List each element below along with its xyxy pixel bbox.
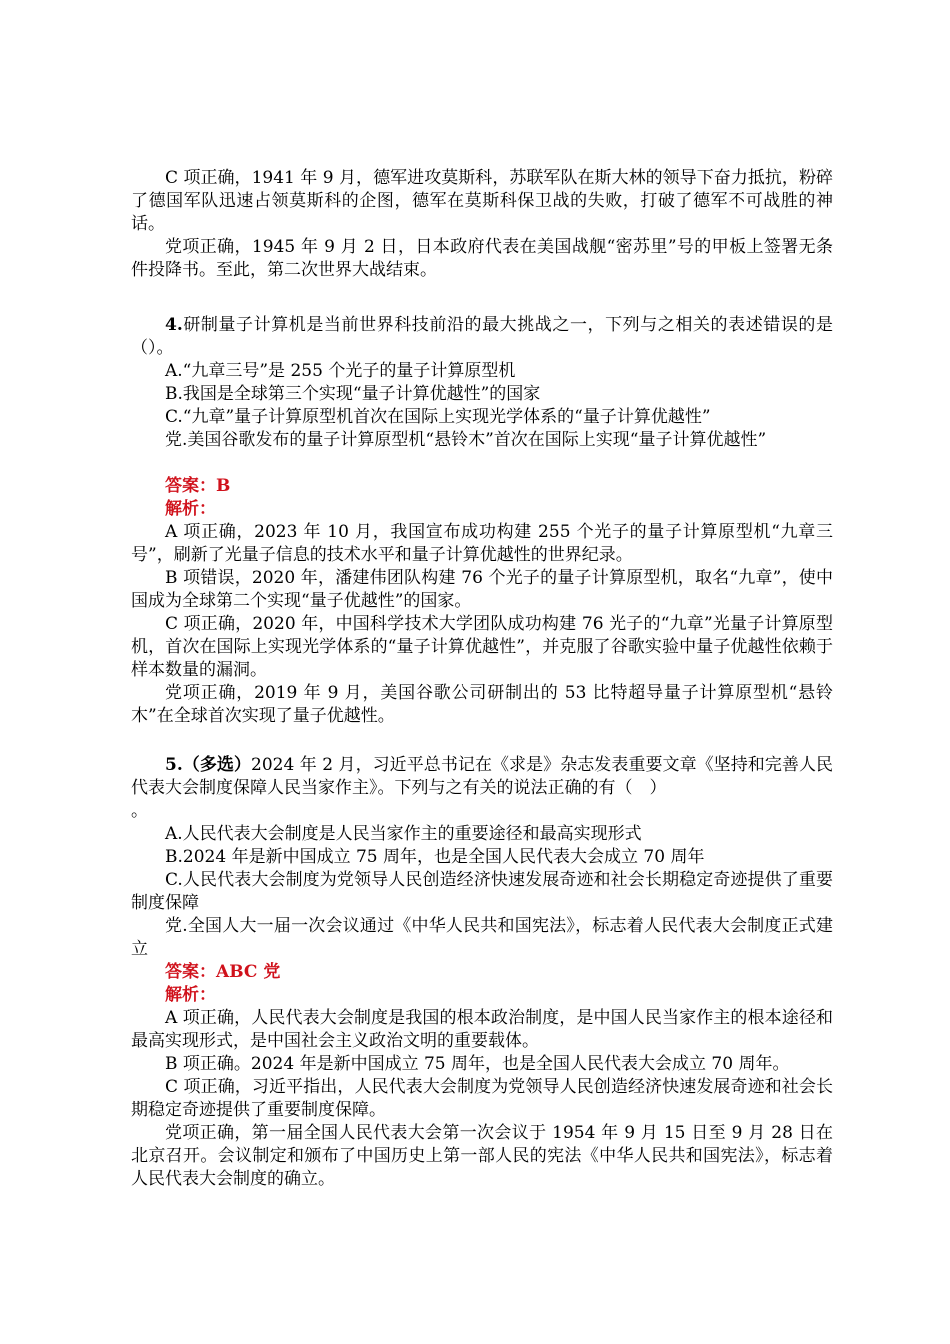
question-5-analysis-label: 解析： xyxy=(165,985,216,1005)
question-4-option-a: A.“九章三号”是 255 个光子的量子计算原型机 xyxy=(165,361,516,381)
question-5-answer: 答案：ABC 党 xyxy=(165,962,281,982)
question-4-analysis-d: 党项正确，2019 年 9 月，美国谷歌公司研制出的 53 比特超导量子计算原型机“悬铃木”在全球首次实现了量子优越性。 xyxy=(131,683,833,726)
question-4-analysis-label: 解析： xyxy=(165,499,216,519)
question-4-option-c: C.“九章”量子计算原型机首次在国际上实现光学体系的“量子计算优越性” xyxy=(165,407,711,427)
prev-analysis-c: C 项正确，1941 年 9 月，德军进攻莫斯科，苏联军队在斯大林的领导下奋力抵抗，粉碎了德国军队迅速占领莫斯科的企图，德军在莫斯科保卫战的失败，打破了德军不可战胜的神话。 xyxy=(131,168,833,234)
question-4-analysis-b: B 项错误，2020 年，潘建伟团队构建 76 个光子的量子计算原型机，取名“九章”，使中国成为全球第二个实现“量子优越性”的国家。 xyxy=(131,568,833,611)
question-5-number: 5.（多选） xyxy=(165,755,252,775)
question-5-stem xyxy=(131,754,833,800)
question-5-text: 2024 年 2 月，习近平总书记在《求是》杂志发表重要文章《坚持和完善人民代表大会制度保障人民当家作主》。下列与之有关的说法正确的有（ ） xyxy=(131,755,833,798)
question-4-stem xyxy=(131,314,833,360)
question-4-option-d: 党.美国谷歌发布的量子计算原型机“悬铃木”首次在国际上实现“量子计算优越性” xyxy=(165,430,767,450)
question-5-analysis-a: A 项正确，人民代表大会制度是我国的根本政治制度，是中国人民当家作主的根本途径和最高实现形式，是中国社会主义政治文明的重要载体。 xyxy=(131,1008,833,1051)
question-4-answer: 答案：B xyxy=(165,476,231,496)
question-5-option-d: 党.全国人大一届一次会议通过《中华人民共和国宪法》，标志着人民代表大会制度正式建立 xyxy=(131,916,833,959)
question-4-text: 研制量子计算机是当前世界科技前沿的最大挑战之一，下列与之相关的表述错误的是（）。 xyxy=(131,315,833,358)
question-4-option-b: B.我国是全球第三个实现“量子计算优越性”的国家 xyxy=(165,384,541,404)
question-5-stem-tail: 。 xyxy=(131,801,148,821)
question-4-analysis-c: C 项正确，2020 年，中国科学技术大学团队成功构建 76 光子的“九章”光量子计算原型机，首次在国际上实现光学体系的“量子计算优越性”，并克服了谷歌实验中量子优越性依赖于样本数量的漏洞。 xyxy=(131,614,833,680)
question-5-option-b: B.2024 年是新中国成立 75 周年，也是全国人民代表大会成立 70 周年 xyxy=(165,847,705,867)
question-5-option-a: A.人民代表大会制度是人民当家作主的重要途径和最高实现形式 xyxy=(165,824,642,844)
question-5-analysis-d: 党项正确，第一届全国人民代表大会第一次会议于 1954 年 9 月 15 日至 9 月 28 日在北京召开。会议制定和颁布了中国历史上第一部人民的宪法《中华人民共和国宪法》，标志着人民代表大会制度的确立。 xyxy=(131,1123,833,1189)
question-5-analysis-c: C 项正确，习近平指出，人民代表大会制度为党领导人民创造经济快速发展奇迹和社会长期稳定奇迹提供了重要制度保障。 xyxy=(131,1077,833,1120)
question-5-option-c: C.人民代表大会制度为党领导人民创造经济快速发展奇迹和社会长期稳定奇迹提供了重要制度保障 xyxy=(131,870,833,913)
question-4-analysis-a: A 项正确，2023 年 10 月，我国宣布成功构建 255 个光子的量子计算原型机“九章三号”，刷新了光量子信息的技术水平和量子计算优越性的世界纪录。 xyxy=(131,522,833,565)
question-4-number: 4. xyxy=(165,315,183,335)
question-5-analysis-b: B 项正确。2024 年是新中国成立 75 周年，也是全国人民代表大会成立 70 周年。 xyxy=(165,1054,790,1074)
prev-analysis-d: 党项正确，1945 年 9 月 2 日，日本政府代表在美国战舰“密苏里”号的甲板上签署无条件投降书。至此，第二次世界大战结束。 xyxy=(131,237,833,280)
